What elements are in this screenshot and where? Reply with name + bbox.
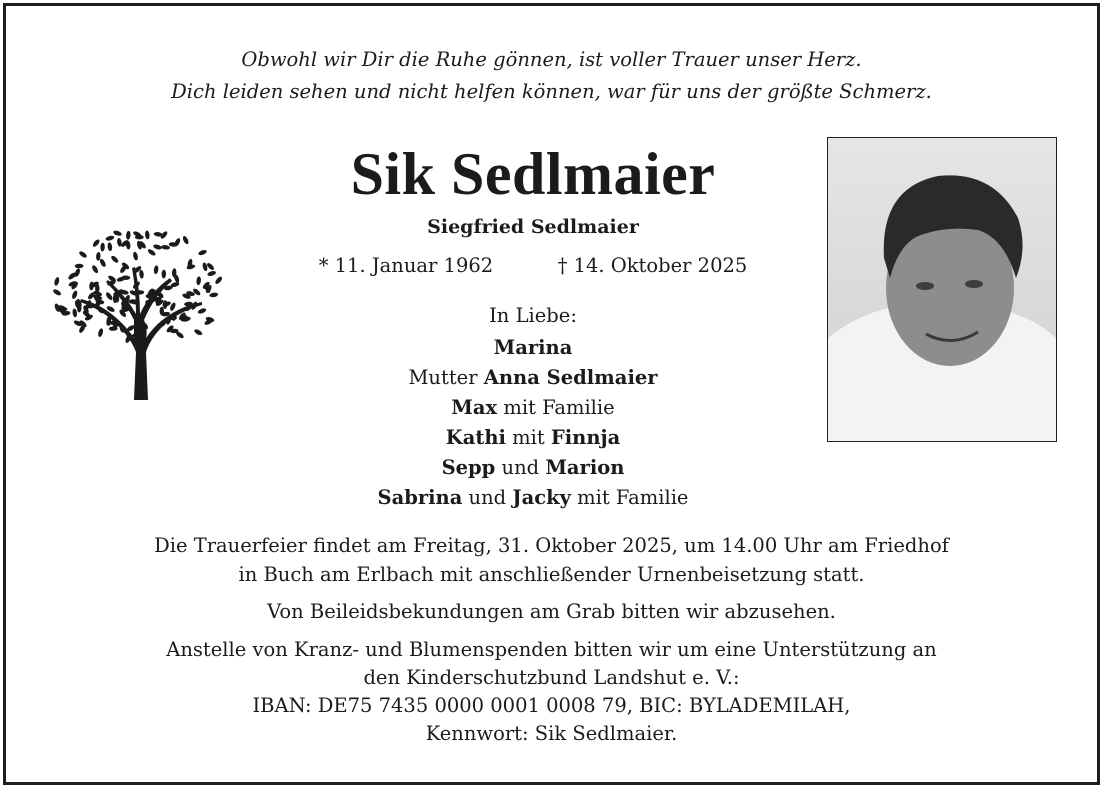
mourner-relation: und bbox=[495, 456, 546, 479]
funeral-notice-line-1: Die Trauerfeier findet am Freitag, 31. Oktober 2025, um 14.00 Uhr am Friedhof bbox=[154, 534, 949, 557]
mourner-relation: Mutter bbox=[408, 366, 484, 389]
mourner-name: Jacky bbox=[512, 486, 571, 509]
mourner-name: Marion bbox=[545, 456, 625, 479]
mourner-name: Sepp bbox=[441, 456, 496, 479]
mourner-name: Finnja bbox=[550, 426, 621, 449]
mourners-list bbox=[236, 333, 830, 513]
donation-reference: Kennwort: Sik Sedlmaier. bbox=[425, 722, 678, 745]
condolence-notice: Von Beileidsbekundungen am Grab bitten wir abzusehen. bbox=[267, 600, 836, 623]
bank-details: IBAN: DE75 7435 0000 0001 0008 79, BIC: BYLADEMILAH, bbox=[252, 694, 851, 717]
portrait-photo bbox=[827, 137, 1057, 442]
mourner-line bbox=[236, 453, 830, 483]
deceased-full-name: Siegfried Sedlmaier bbox=[427, 216, 639, 238]
deceased-name: Sik Sedlmaier bbox=[350, 141, 716, 207]
donation-line-1: Anstelle von Kranz- und Blumenspenden bitten wir um eine Unterstützung an bbox=[166, 638, 937, 661]
mourner-relation: und bbox=[462, 486, 513, 509]
verse-line-2: Dich leiden sehen und nicht helfen können, war für uns der größte Schmerz. bbox=[171, 80, 932, 103]
mourner-line bbox=[236, 423, 830, 453]
death-date: † 14. Oktober 2025 bbox=[557, 254, 748, 277]
mourner-name: Anna Sedlmaier bbox=[483, 366, 658, 389]
mourner-line bbox=[236, 483, 830, 513]
mourner-relation: mit bbox=[505, 426, 551, 449]
mourner-relation: mit Familie bbox=[570, 486, 689, 509]
mourner-name: Max bbox=[451, 396, 498, 419]
donation-line-2: den Kinderschutzbund Landshut e. V.: bbox=[363, 666, 740, 689]
life-dates bbox=[236, 254, 830, 277]
mourner-name: Sabrina bbox=[377, 486, 463, 509]
mourner-relation: mit Familie bbox=[497, 396, 615, 419]
birth-date: * 11. Januar 1962 bbox=[318, 254, 494, 277]
mourner-name: Kathi bbox=[445, 426, 506, 449]
mourner-line bbox=[236, 363, 830, 393]
funeral-notice-line-2: in Buch am Erlbach mit anschließender Urnenbeisetzung statt. bbox=[238, 563, 865, 586]
tree-icon bbox=[50, 220, 228, 400]
verse-line-1: Obwohl wir Dir die Ruhe gönnen, ist voller Trauer unser Herz. bbox=[241, 48, 862, 71]
mourner-line bbox=[236, 393, 830, 423]
obituary-card bbox=[3, 3, 1100, 785]
mourner-name: Marina bbox=[493, 336, 573, 359]
mourners-intro: In Liebe: bbox=[489, 304, 577, 327]
mourner-line bbox=[236, 333, 830, 363]
